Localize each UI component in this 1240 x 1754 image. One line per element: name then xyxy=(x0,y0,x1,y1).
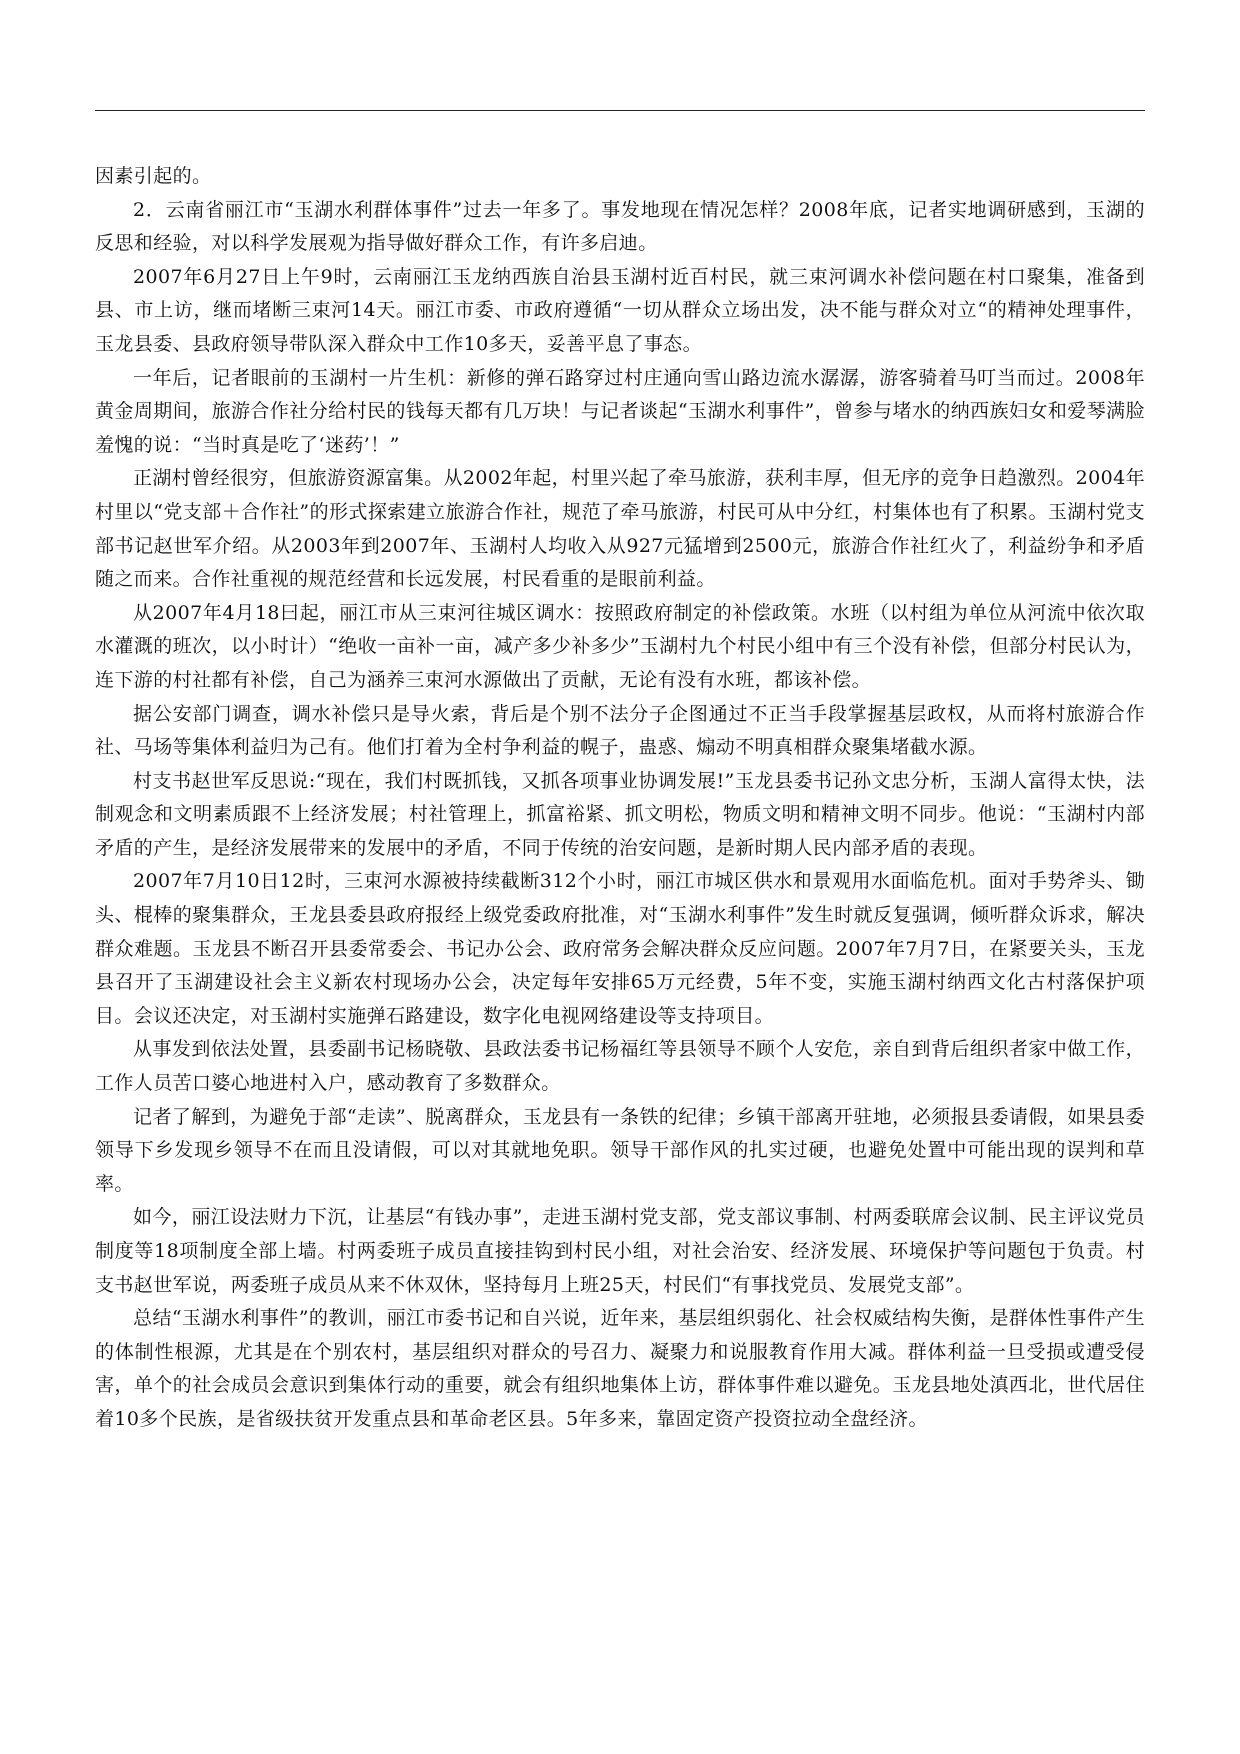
paragraph-2: 2．云南省丽江市“玉湖水利群体事件”过去一年多了。事发地现在情况怎样？2008年底，记者实地调研感到，玉湖的反思和经验，对以科学发展观为指导做好群众工作，有许多启迪。 xyxy=(95,198,1145,255)
paragraph-3: 2007年6月27日上午9时，云南丽江玉龙纳西族自治县玉湖村近百村民，就三束河调水补偿问题在村口聚集，准备到县、市上访，继而堵断三束河14天。丽江市委、市政府遵循“一切从群众立场出发，决不能与群众对立“的精神处理事件，玉龙县委、县政府领导带队深入群众中工作10多天，妥善平息了事态。 xyxy=(95,265,1145,355)
paragraph-12: 如今，丽江设法财力下沉，让基层“有钱办事”，走进玉湖村党支部，党支部议事制、村两委联席会议制、民主评议党员制度等18项制度全部上墙。村两委班子成员直接挂钩到村民小组，对社会治安、经济发展、环境保护等问题包于负责。村支书赵世军说，两委班子成员从来不休双休，坚持每月上班25天，村民们“有事找党员、发展党支部”。 xyxy=(95,1206,1145,1296)
paragraph-11: 记者了解到，为避免于部“走读”、脱离群众，玉龙县有一条铁的纪律；乡镇干部离开驻地，必须报县委请假，如果县委领导下乡发现乡领导不在而且没请假，可以对其就地免职。领导干部作风的扎实过硬，也避免处置中可能出现的误判和草率。 xyxy=(95,1105,1145,1195)
paragraph-6: 从2007年4月18曰起，丽江市从三束河往城区调水：按照政府制定的补偿政策。水班（以村组为单位从河流中依次取水灌溉的班次，以小时计）“绝收一亩补一亩，减产多少补多少”玉湖村九个村民小组中有三个没有补偿，但部分村民认为，连下游的村社都有补偿，自己为涵养三束河水源做出了贡献，无论有没有水班，都该补偿。 xyxy=(95,601,1145,691)
paragraph-4: 一年后，记者眼前的玉湖村一片生机：新修的弹石路穿过村庄通向雪山路边流水潺潺，游客骑着马叮当而过。2008年黄金周期间，旅游合作社分给村民的钱每天都有几万块！与记者谈起“玉湖水利事件”，曾参与堵水的纳西族妇女和爱琴满脸羞愧的说：“当时真是吃了‘迷药’！” xyxy=(95,366,1145,456)
paragraph-8: 村支书赵世军反思说:“现在，我们村既抓钱，又抓各项事业协调发展!”玉龙县委书记孙文忠分析，玉湖人富得太快，法制观念和文明素质跟不上经济发展；村社管理上，抓富裕紧、抓文明松，物质文明和精神文明不同步。他说：“玉湖村内部矛盾的产生，是经济发展带来的发展中的矛盾，不同于传统的治安问题，是新时期人民内部矛盾的表现。 xyxy=(95,769,1145,859)
paragraph-13: 总结“玉湖水利事件”的教训，丽江市委书记和自兴说，近年来，基层组织弱化、社会权威结构失衡，是群体性事件产生的体制性根源，尤其是在个别农村，基层组织对群众的号召力、凝聚力和说服教育作用大减。群体利益一旦受损或遭受侵害，单个的社会成员会意识到集体行动的重要，就会有组织地集体上访，群体事件难以避免。玉龙县地处滇西北，世代居住着10多个民族，是省级扶贫开发重点县和革命老区县。5年多来，靠固定资产投资拉动全盘经济。 xyxy=(95,1307,1145,1430)
paragraph-10: 从事发到依法处置，县委副书记杨晓敬、县政法委书记杨福红等县领导不顾个人安危，亲自到背后组织者家中做工作，工作人员苦口婆心地进村入户，感动教育了多数群众。 xyxy=(95,1038,1145,1095)
document-page xyxy=(95,0,1145,1754)
paragraph-1: 因素引起的。 xyxy=(95,165,212,187)
header-rule xyxy=(95,110,1145,111)
paragraph-5: 正湖村曾经很穷，但旅游资源富集。从2002年起，村里兴起了牵马旅游，获利丰厚，但无序的竞争日趋激烈。2004年村里以“党支部＋合作社”的形式探索建立旅游合作社，规范了牵马旅游，村民可从中分红，村集体也有了积累。玉湖村党支部书记赵世军介绍。从2003年到2007年、玉湖村人均收入从927元猛增到2500元，旅游合作社红火了，利益纷争和矛盾随之而来。合作社重视的规范经营和长远发展，村民看重的是眼前利益。 xyxy=(95,467,1145,591)
paragraph-7: 据公安部门调查，调水补偿只是导火索，背后是个别不法分子企图通过不正当手段掌握基层政权，从而将村旅游合作社、马场等集体利益归为己有。他们打着为全村争利益的幌子，蛊惑、煽动不明真相群众聚集堵截水源。 xyxy=(95,702,1145,759)
document-body xyxy=(95,160,1145,1437)
paragraph-9: 2007年7月10日12时，三束河水源被持续截断312个小时，丽江市城区供水和景观用水面临危机。面对手势斧头、锄头、棍棒的聚集群众，王龙县委县政府报经上级党委政府批准，对“玉湖水利事件”发生时就反复强调，倾听群众诉求，解决群众难题。玉龙县不断召开县委常委会、书记办公会、政府常务会解决群众反应问题。2007年7月7日，在紧要关头，玉龙县召开了玉湖建设社会主义新农村现场办公会，决定每年安排65万元经费，5年不变，实施玉湖村纳西文化古村落保护项目。会议还决定，对玉湖村实施弹石路建设，数字化电视网络建设等支持项目。 xyxy=(95,870,1145,1027)
